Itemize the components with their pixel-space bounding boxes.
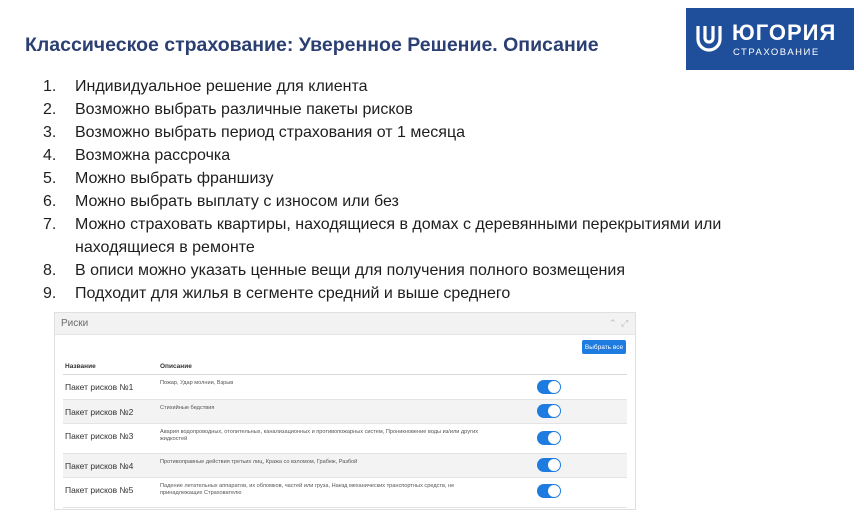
table-row xyxy=(63,454,627,478)
list-item xyxy=(43,190,795,213)
item-text: Можно выбрать франшизу xyxy=(75,170,274,187)
risk-toggle[interactable] xyxy=(537,431,561,445)
feature-list xyxy=(43,75,795,305)
item-text: Возможна рассрочка xyxy=(75,147,231,164)
slide-title: Классическое страхование: Уверенное Решение. Описание xyxy=(25,34,599,56)
list-item xyxy=(43,121,795,144)
list-item xyxy=(43,213,795,259)
risk-description: Падение летательных аппаратов, их обломков, частей или груза, Наезд механических транспортных средств, не принадлежащих Страхователю xyxy=(160,483,455,496)
table-header xyxy=(63,360,627,375)
risk-toggle[interactable] xyxy=(537,404,561,418)
risks-panel xyxy=(54,312,636,510)
logo-name: ЮГОРИЯ xyxy=(732,20,837,45)
list-item xyxy=(43,144,795,167)
item-text: Возможно выбрать период страхования от 1 месяца xyxy=(75,124,466,141)
expand-icon[interactable]: ⤢ xyxy=(621,318,629,328)
column-header-description: Описание xyxy=(160,363,192,370)
risk-name: Пакет рисков №4 xyxy=(65,461,134,471)
select-all-button[interactable]: Выбрать все xyxy=(582,340,626,354)
item-text: Можно выбрать выплату с износом или без xyxy=(75,193,399,210)
collapse-icon[interactable]: ⌃ xyxy=(609,318,617,328)
item-text: Возможно выбрать различные пакеты рисков xyxy=(75,101,413,118)
company-logo xyxy=(686,8,854,70)
list-item xyxy=(43,282,795,305)
item-number: 3. xyxy=(43,124,57,141)
risk-description: Стихийные бедствия xyxy=(160,405,215,411)
risk-description: Авария водопроводных, отопительных, канализационных и противопожарных систем, Проникновение воды из/или других жидкостей xyxy=(160,429,478,442)
item-number: 5. xyxy=(43,170,57,187)
item-number: 8. xyxy=(43,262,57,279)
panel-header xyxy=(55,313,635,335)
item-text: В описи можно указать ценные вещи для получения полного возмещения xyxy=(75,262,625,279)
risks-table xyxy=(63,360,627,508)
panel-title: Риски xyxy=(61,318,89,329)
risk-toggle[interactable] xyxy=(537,484,561,498)
item-text: Можно страховать квартиры, находящиеся в домах с деревянными перекрытиями или находящиеся в ремонте xyxy=(75,216,722,256)
logo-subtitle: СТРАХОВАНИЕ xyxy=(733,47,820,58)
list-item xyxy=(43,259,795,282)
item-number: 9. xyxy=(43,285,57,302)
risk-name: Пакет рисков №5 xyxy=(65,485,134,495)
risk-name: Пакет рисков №1 xyxy=(65,382,134,392)
risk-name: Пакет рисков №3 xyxy=(65,431,134,441)
list-item xyxy=(43,98,795,121)
yugoria-logo-icon xyxy=(694,22,724,52)
item-number: 4. xyxy=(43,147,57,164)
risk-toggle[interactable] xyxy=(537,458,561,472)
list-item xyxy=(43,75,795,98)
table-row xyxy=(63,375,627,400)
table-row xyxy=(63,424,627,454)
table-row xyxy=(63,400,627,424)
column-header-name: Название xyxy=(65,363,96,370)
item-number: 1. xyxy=(43,78,57,95)
item-number: 2. xyxy=(43,101,57,118)
risk-name: Пакет рисков №2 xyxy=(65,407,134,417)
table-row xyxy=(63,478,627,508)
risk-description: Пожар, Удар молнии, Взрыв xyxy=(160,380,234,386)
item-number: 7. xyxy=(43,216,57,233)
item-text: Индивидуальное решение для клиента xyxy=(75,78,368,95)
item-text: Подходит для жилья в сегменте средний и выше среднего xyxy=(75,285,511,302)
item-number: 6. xyxy=(43,193,57,210)
risk-description: Противоправные действия третьих лиц, Кража со взломом, Грабеж, Разбой xyxy=(160,459,358,465)
list-item xyxy=(43,167,795,190)
risk-toggle[interactable] xyxy=(537,380,561,394)
